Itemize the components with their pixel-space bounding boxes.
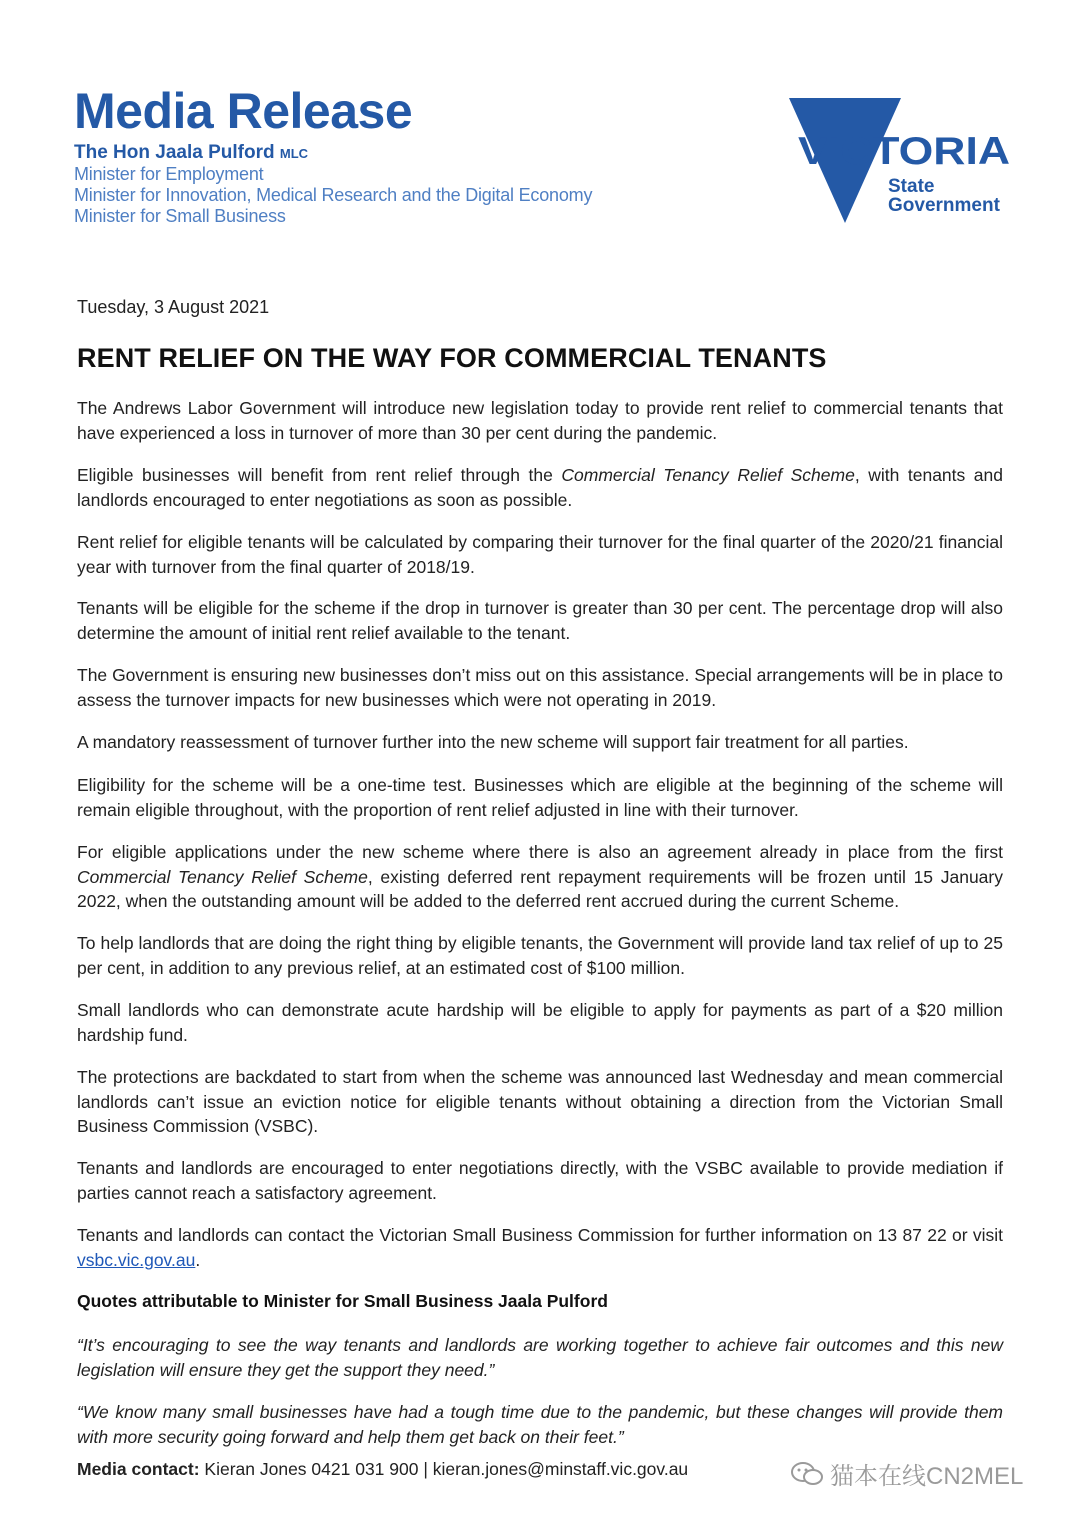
paragraph-11: The protections are backdated to start from when the scheme was announced last Wednesday and mean commercial landlords can’t issue an eviction notice for eligible tenants without obtaining a direction from the Victorian Small Business Commission (VSBC). [77,1067,1003,1136]
paragraph-12: Tenants and landlords are encouraged to enter negotiations directly, with the VSBC available to provide mediation if parties cannot reach a satisfactory agreement. [77,1158,1003,1203]
paragraph-6: A mandatory reassessment of turnover further into the new scheme will support fair treatment for all parties. [77,732,909,752]
minister-name-text: The Hon Jaala Pulford [74,142,275,163]
paragraph-7: Eligibility for the scheme will be a one-time test. Businesses which are eligible at the beginning of the scheme will remain eligible throughout, with the proportion of rent relief adjusted in line with their turnover. [77,775,1003,820]
victoria-government-logo [786,96,1016,226]
paragraph-2-scheme-name: Commercial Tenancy Relief Scheme [561,465,855,485]
paragraph-8-scheme-name: Commercial Tenancy Relief Scheme [77,866,368,887]
paragraph-8-text-c: , existing deferred rent repayment requirements will be frozen until 15 January 2022, when the outstanding amount will be added to the deferred rent accrued during the current Scheme. [77,866,1003,911]
wechat-icon [790,1460,824,1488]
logo-line-state: State [888,176,935,197]
release-date: Tuesday, 3 August 2021 [77,297,270,317]
paragraph-2-text-a: Eligible businesses will benefit from rent relief through the [77,465,562,485]
media-contact [77,1459,688,1480]
quote-2: “We know many small businesses have had a tough time due to the pandemic, but these changes will provide them with more security going forward and help them get back on their feet.” [77,1402,1003,1447]
paragraph-2-text-c: , with tenants and landlords encouraged to enter negotiations as soon as possible. [77,465,1004,510]
logo-line-government: Government [888,195,1000,216]
minister-post: MLC [279,146,309,161]
vsbc-website-link[interactable]: vsbc.vic.gov.au [77,1249,196,1270]
portfolio-innovation: Minister for Innovation, Medical Research and the Digital Economy [74,185,593,205]
quotes-heading: Quotes attributable to Minister for Small Business Jaala Pulford [77,1291,608,1311]
paragraph-13 [77,1223,1003,1272]
watermark-text: 猫本在线CN2MEL [830,1463,1024,1490]
paragraph-1: The Andrews Labor Government will introduce new legislation today to provide rent relief to commercial tenants that have experienced a loss in turnover of more than 30 per cent during the pandemic. [77,398,1003,443]
portfolio-employment: Minister for Employment [74,164,264,184]
logo-wordmark: VICTORIA [798,130,1010,173]
paragraph-13-text-a: Tenants and landlords can contact the Victorian Small Business Commission for further information on 13 87 22 or visit [77,1225,1003,1245]
paragraph-13-text-c: . [195,1249,201,1270]
portfolio-small-business: Minister for Small Business [74,206,286,226]
paragraph-10: Small landlords who can demonstrate acute hardship will be eligible to apply for payments as part of a $20 million hardship fund. [77,1000,1003,1045]
paragraph-8 [77,840,1003,914]
minister-name [74,142,308,164]
paragraph-8-text-a: For eligible applications under the new scheme where there is also an agreement already in place from the first [77,842,1003,862]
quote-1: “It’s encouraging to see the way tenants and landlords are working together to achieve fair outcomes and this new legislation will ensure they get the support they need.” [77,1335,1003,1380]
paragraph-2 [77,463,1003,512]
paragraph-5: The Government is ensuring new businesses don’t miss out on this assistance. Special arrangements will be in place to assess the turnover impacts for new businesses which were not operating in 2019. [77,665,1003,710]
media-contact-details: Kieran Jones 0421 031 900 | kieran.jones@minstaff.vic.gov.au [204,1459,689,1479]
paragraph-9: To help landlords that are doing the right thing by eligible tenants, the Government will provide land tax relief of up to 25 per cent, in addition to any previous relief, at an estimated cost of $100 million. [77,933,1003,978]
page-title: Media Release [74,83,413,139]
paragraph-4: Tenants will be eligible for the scheme if the drop in turnover is greater than 30 per cent. The percentage drop will also determine the amount of initial rent relief available to the tenant. [77,598,1003,643]
media-contact-label: Media contact: [77,1459,200,1479]
paragraph-3: Rent relief for eligible tenants will be calculated by comparing their turnover for the final quarter of the 2020/21 financial year with turnover from the final quarter of 2018/19. [77,532,1003,577]
watermark [790,1456,1023,1491]
headline: RENT RELIEF ON THE WAY FOR COMMERCIAL TENANTS [77,343,827,373]
